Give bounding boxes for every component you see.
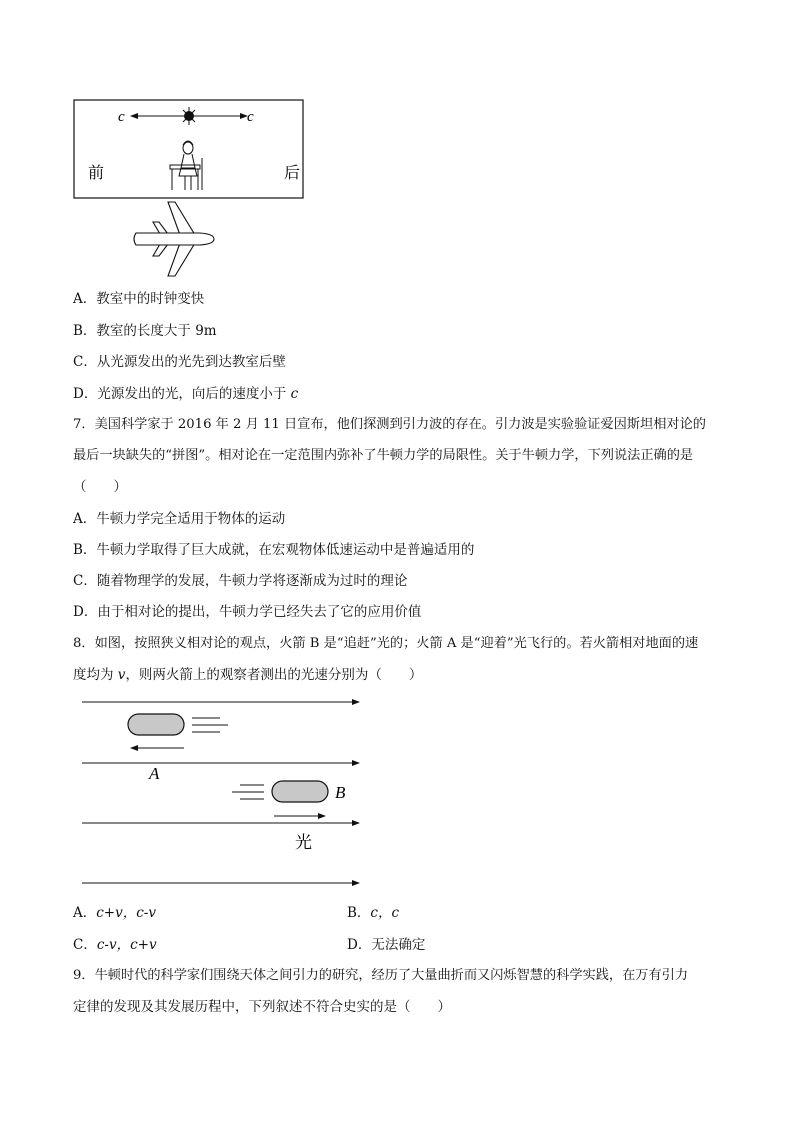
rocket-a-label: A xyxy=(149,764,160,783)
q7-option-d: D．由于相对论的提出，牛顿力学已经失去了它的应用价值 xyxy=(73,604,422,620)
rocket-b xyxy=(272,781,328,802)
track-line-4-head xyxy=(352,880,360,886)
rocket-b-motion-lines xyxy=(232,785,264,799)
q8-stem-line1: 8．如图，按照狭义相对论的观点，火箭 B 是“追赶”光的；火箭 A 是“迎着”光飞行的。若火箭相对地面的速 xyxy=(73,636,699,651)
q7-option-a: A．牛顿力学完全适用于物体的运动 xyxy=(73,511,286,527)
rocket-a xyxy=(128,714,184,735)
rocket-b-velocity-arrow-head xyxy=(318,813,326,819)
q6-option-b: B．教室的长度大于 9m xyxy=(73,323,217,339)
q6-option-c: C．从光源发出的光先到达教室后壁 xyxy=(73,354,286,370)
classroom-figure xyxy=(60,92,320,282)
light-label: 光 xyxy=(295,833,312,852)
q7-option-c: C．随着物理学的发展，牛顿力学将逐渐成为过时的理论 xyxy=(73,573,408,589)
light-source-icon xyxy=(180,107,198,125)
q7-stem-line2: 最后一块缺失的“拼图”。相对论在一定范围内弥补了牛顿力学的局限性。关于牛顿力学，下列说法正确的是 xyxy=(73,448,694,463)
light-right-label: c xyxy=(247,109,254,125)
front-label: 前 xyxy=(88,165,105,182)
q6-option-a: A．教室中的时钟变快 xyxy=(73,291,205,307)
q7-stem-line3: （ ） xyxy=(73,479,127,495)
q8-option-c: C．c-v，c+v xyxy=(73,937,157,953)
q9-stem-line1: 9．牛顿时代的科学家们围绕天体之间引力的研究，经历了大量曲折而又闪烁智慧的科学实践，在万有引力 xyxy=(73,968,689,983)
rocket-a-velocity-arrow-head xyxy=(130,745,138,751)
track-line-2-head xyxy=(352,760,360,766)
light-left-label: c xyxy=(118,109,125,125)
airplane-icon xyxy=(134,202,214,276)
rocket-a-motion-lines xyxy=(192,718,228,732)
q7-stem-line1: 7．美国科学家于 2016 年 2 月 11 日宣布，他们探测到引力波的存在。引力波是实验验证爱因斯坦相对论的 xyxy=(73,417,706,432)
q8-option-a: A．c+v，c-v xyxy=(73,905,156,921)
q9-stem-line2: 定律的发现及其发展历程中，下列叙述不符合史实的是（ ） xyxy=(73,999,451,1015)
rocket-b-label: B xyxy=(335,783,346,802)
q7-option-b: B．牛顿力学取得了巨大成就，在宏观物体低速运动中是普遍适用的 xyxy=(73,542,475,558)
q8-option-b: B．c，c xyxy=(347,905,400,921)
rockets-figure xyxy=(70,690,380,890)
q6-option-d: D．光源发出的光，向后的速度小于 c xyxy=(73,386,299,402)
seated-person-icon xyxy=(170,141,202,190)
track-line-1-head xyxy=(352,699,360,705)
light-arrow-left-head xyxy=(130,113,138,119)
back-label: 后 xyxy=(284,165,301,182)
q8-stem-line2: 度均为 v，则两火箭上的观察者测出的光速分别为（ ） xyxy=(73,667,423,683)
track-line-3-head xyxy=(352,820,360,826)
q8-option-d: D．无法确定 xyxy=(347,937,426,953)
